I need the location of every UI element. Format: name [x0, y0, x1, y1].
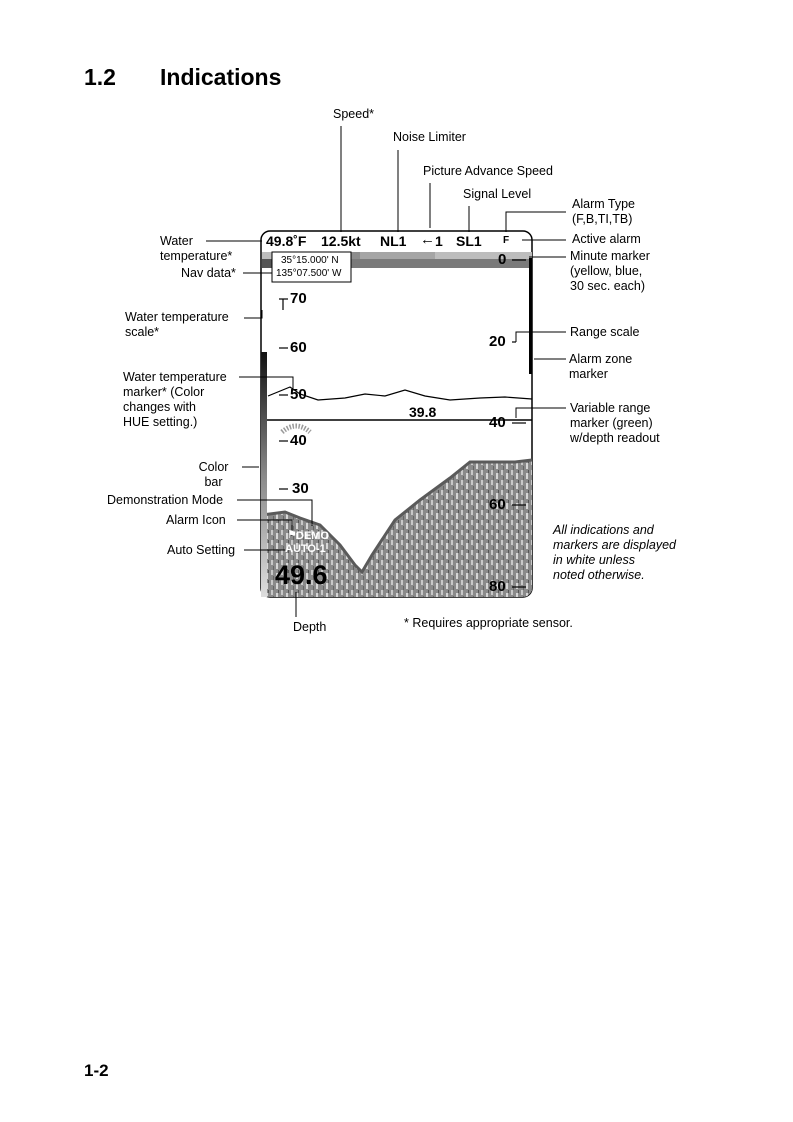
callout-minute-marker: Minute marker (yellow, blue, 30 sec. each) — [570, 249, 650, 293]
callout-demo-mode: Demonstration Mode — [107, 493, 224, 507]
section-number: 1.2 — [84, 64, 116, 90]
alarm-zone-marker — [529, 258, 532, 374]
auto-setting-indicator: AUTO-1 — [285, 543, 326, 555]
alarm-type-readout: F — [503, 235, 510, 246]
range-scale-label: 0 — [498, 251, 507, 268]
callout-color-bar: Color bar — [198, 460, 229, 489]
display-note: All indications and markers are displayed in white unless noted otherwise. — [553, 523, 676, 582]
vrm-depth-readout: 39.8 — [409, 404, 437, 420]
callout-water-temperature: Water temperature* — [160, 234, 233, 263]
temp-scale-label: 40 — [290, 432, 307, 449]
callout-range-scale: Range scale — [570, 325, 640, 339]
callout-picture-advance: Picture Advance Speed — [423, 164, 553, 178]
callout-noise-limiter: Noise Limiter — [393, 130, 466, 144]
temp-scale-label: 70 — [290, 290, 307, 307]
range-scale-label: 80 — [489, 578, 506, 595]
range-scale-label: 40 — [489, 414, 506, 431]
speed-readout: 12.5kt — [321, 233, 361, 249]
water-temp-readout: 49.8˚F — [266, 233, 307, 249]
temp-scale-label: 30 — [292, 480, 309, 497]
callout-speed: Speed* — [333, 107, 375, 121]
callout-alarm-icon: Alarm Icon — [166, 513, 226, 527]
page-number: 1-2 — [84, 1061, 109, 1080]
callout-depth: Depth — [293, 620, 327, 634]
range-scale-label: 60 — [489, 496, 506, 513]
temp-scale-label: 60 — [290, 339, 307, 356]
range-scale-label: 20 — [489, 333, 506, 350]
color-bar — [261, 352, 267, 597]
picture-advance-readout: 1 — [435, 233, 443, 249]
alarm-flag-icon: ⚑ — [287, 529, 297, 541]
noise-limiter-readout: NL1 — [380, 233, 407, 249]
nav-latitude: 35°15.000' N — [281, 255, 339, 266]
section-title: Indications — [160, 64, 282, 90]
nav-longitude: 135°07.500' W — [276, 268, 342, 279]
callout-vrm: Variable range marker (green) w/depth readout — [570, 401, 660, 445]
depth-readout: 49.6 — [275, 560, 328, 590]
callout-alarm-type: Alarm Type (F,B,TI,TB) — [572, 197, 635, 226]
callout-temp-marker: Water temperature marker* (Color changes with HUE setting.) — [123, 370, 227, 429]
temp-scale-label: 50 — [290, 386, 307, 403]
callout-temp-scale: Water temperature scale* — [125, 310, 229, 339]
signal-level-readout: SL1 — [456, 233, 482, 249]
callout-active-alarm: Active alarm — [572, 232, 641, 246]
callout-signal-level: Signal Level — [463, 187, 532, 201]
demo-mode-indicator: DEMO — [296, 530, 329, 542]
requires-sensor-note: * Requires appropriate sensor. — [404, 616, 573, 630]
callout-nav-data: Nav data* — [181, 266, 236, 280]
picture-advance-arrow-icon: ← — [420, 231, 435, 248]
callout-alarm-zone: Alarm zone marker — [569, 352, 633, 381]
callout-auto-setting: Auto Setting — [167, 543, 236, 557]
